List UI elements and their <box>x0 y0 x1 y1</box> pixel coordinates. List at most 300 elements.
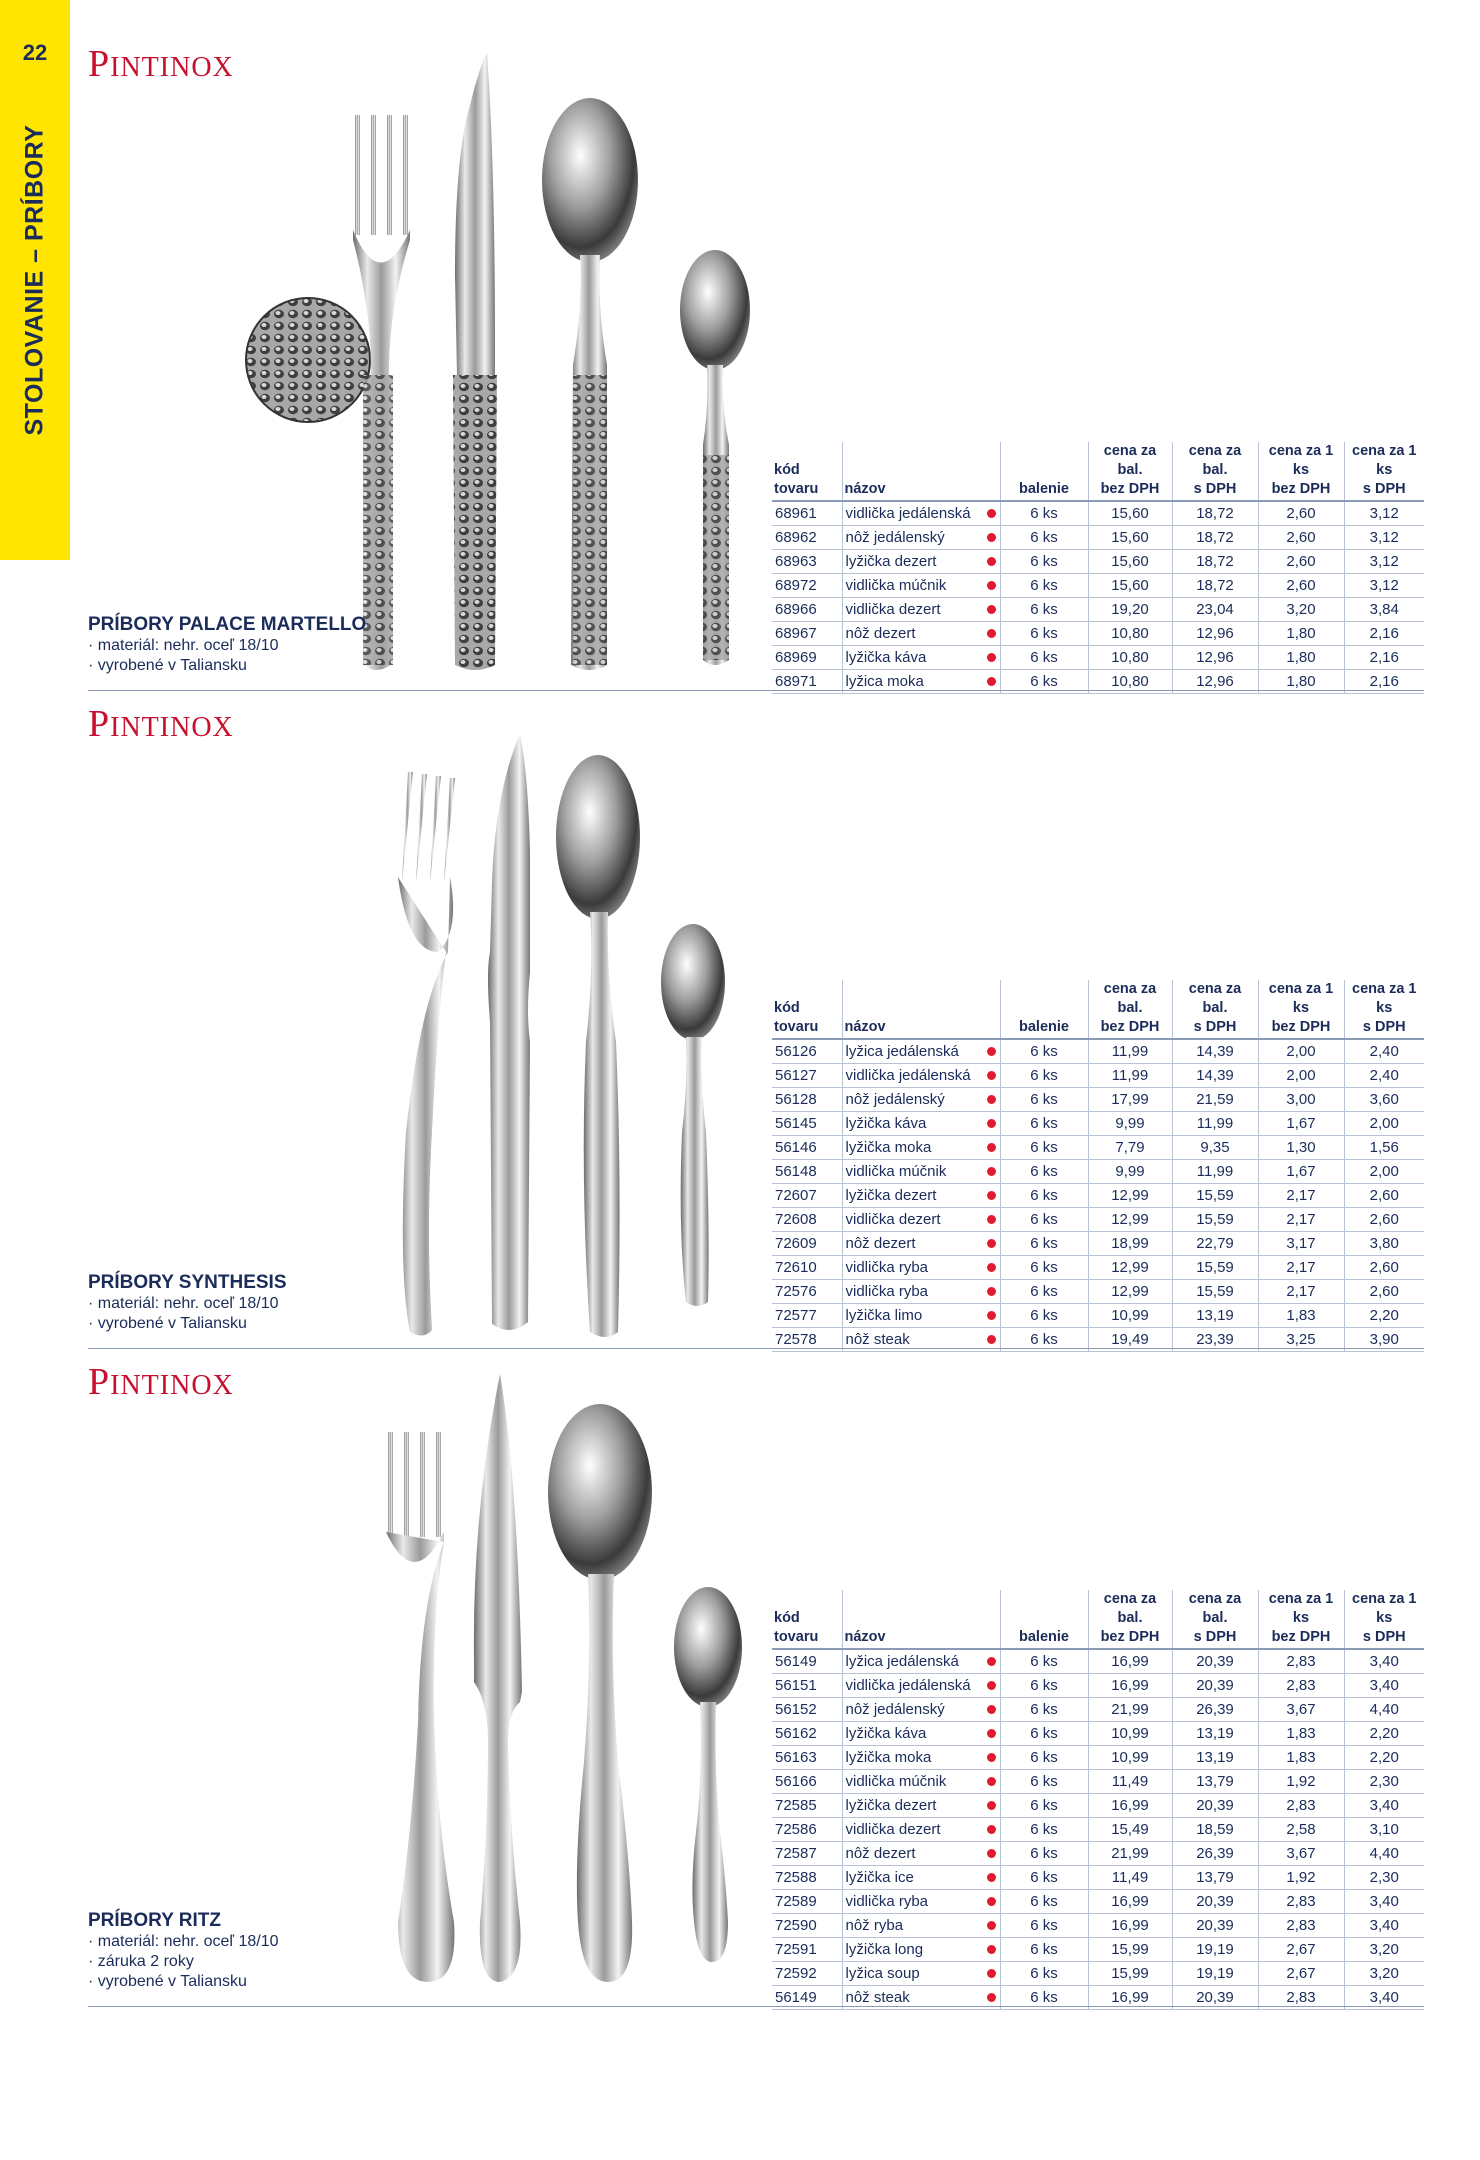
table-row <box>772 1938 1424 1962</box>
item-code: 56166 <box>772 1770 842 1794</box>
item-code: 68963 <box>772 550 842 574</box>
price-pack-net: 15,99 <box>1088 1938 1172 1962</box>
price-unit-net: 1,80 <box>1258 670 1344 694</box>
price-pack-gross: 19,19 <box>1172 1962 1258 1986</box>
price-unit-net: 1,80 <box>1258 622 1344 646</box>
package: 6 ks <box>1000 1064 1088 1088</box>
item-code: 72588 <box>772 1866 842 1890</box>
table-row <box>772 526 1424 550</box>
item-name: lyžička ice <box>842 1866 1000 1890</box>
package: 6 ks <box>1000 1770 1088 1794</box>
price-unit-gross: 2,16 <box>1344 622 1424 646</box>
item-code: 56163 <box>772 1746 842 1770</box>
knife-icon <box>453 53 497 670</box>
item-code: 56146 <box>772 1136 842 1160</box>
price-unit-net: 3,67 <box>1258 1698 1344 1722</box>
table-row <box>772 1232 1424 1256</box>
price-pack-net: 10,99 <box>1088 1304 1172 1328</box>
item-name: vidlička jedálenská <box>842 1674 1000 1698</box>
table-row <box>772 1722 1424 1746</box>
section-divider <box>88 690 1424 691</box>
price-unit-net: 2,67 <box>1258 1938 1344 1962</box>
package: 6 ks <box>1000 550 1088 574</box>
price-pack-gross: 18,72 <box>1172 574 1258 598</box>
price-unit-gross: 2,20 <box>1344 1722 1424 1746</box>
package: 6 ks <box>1000 1818 1088 1842</box>
price-pack-net: 12,99 <box>1088 1256 1172 1280</box>
price-pack-net: 10,99 <box>1088 1722 1172 1746</box>
price-unit-gross: 3,40 <box>1344 1914 1424 1938</box>
price-pack-gross: 20,39 <box>1172 1986 1258 2010</box>
item-code: 56127 <box>772 1064 842 1088</box>
price-unit-net: 1,30 <box>1258 1136 1344 1160</box>
item-name: vidlička ryba <box>842 1256 1000 1280</box>
price-pack-gross: 22,79 <box>1172 1232 1258 1256</box>
item-name: lyžička káva <box>842 646 1000 670</box>
price-pack-gross: 13,79 <box>1172 1866 1258 1890</box>
package: 6 ks <box>1000 1722 1088 1746</box>
table-row <box>772 1208 1424 1232</box>
price-pack-gross: 14,39 <box>1172 1039 1258 1064</box>
table-header: kód tovaru názov balenie cena za bal. bez DPH cena za bal. s DPH cena za 1 ks bez DPH cena za 1 ks s DPH <box>772 442 1424 501</box>
price-unit-net: 1,67 <box>1258 1160 1344 1184</box>
price-unit-gross: 2,20 <box>1344 1746 1424 1770</box>
product-title: PRÍBORY SYNTHESIS <box>88 1272 287 1293</box>
price-pack-net: 15,99 <box>1088 1962 1172 1986</box>
product-title: PRÍBORY PALACE MARTELLO <box>88 614 367 635</box>
price-unit-net: 2,83 <box>1258 1890 1344 1914</box>
package: 6 ks <box>1000 1986 1088 2010</box>
price-pack-gross: 19,19 <box>1172 1938 1258 1962</box>
item-code: 72591 <box>772 1938 842 1962</box>
spoon-icon <box>556 755 640 1337</box>
price-pack-net: 10,80 <box>1088 622 1172 646</box>
price-pack-net: 16,99 <box>1088 1914 1172 1938</box>
product-features: · materiál: nehr. oceľ 18/10 · vyrobené v Taliansku <box>88 1295 279 1332</box>
item-name: vidlička jedálenská <box>842 1064 1000 1088</box>
price-pack-net: 15,49 <box>1088 1818 1172 1842</box>
item-code: 72610 <box>772 1256 842 1280</box>
item-name: nôž jedálenský <box>842 1698 1000 1722</box>
table-header: kód tovaru názov balenie cena za bal. bez DPH cena za bal. s DPH cena za 1 ks bez DPH cena za 1 ks s DPH <box>772 1590 1424 1649</box>
package: 6 ks <box>1000 1914 1088 1938</box>
price-unit-gross: 2,30 <box>1344 1866 1424 1890</box>
item-code: 56162 <box>772 1722 842 1746</box>
item-name: lyžička long <box>842 1938 1000 1962</box>
price-pack-gross: 9,35 <box>1172 1136 1258 1160</box>
item-code: 72607 <box>772 1184 842 1208</box>
table-row <box>772 1794 1424 1818</box>
item-name: lyžička dezert <box>842 1184 1000 1208</box>
package: 6 ks <box>1000 1184 1088 1208</box>
item-code: 68967 <box>772 622 842 646</box>
table-row <box>772 1039 1424 1064</box>
price-unit-gross: 3,40 <box>1344 1674 1424 1698</box>
table-row <box>772 1914 1424 1938</box>
section-divider <box>88 2006 1424 2007</box>
spoon-icon <box>542 98 638 670</box>
item-code: 72576 <box>772 1280 842 1304</box>
table-row <box>772 1890 1424 1914</box>
item-code: 72590 <box>772 1914 842 1938</box>
price-pack-net: 11,99 <box>1088 1039 1172 1064</box>
price-pack-net: 21,99 <box>1088 1842 1172 1866</box>
item-code: 56145 <box>772 1112 842 1136</box>
package: 6 ks <box>1000 622 1088 646</box>
price-pack-net: 9,99 <box>1088 1160 1172 1184</box>
item-name: nôž dezert <box>842 1232 1000 1256</box>
table-row <box>772 622 1424 646</box>
price-unit-gross: 3,12 <box>1344 501 1424 526</box>
price-unit-net: 2,58 <box>1258 1818 1344 1842</box>
price-pack-gross: 15,59 <box>1172 1184 1258 1208</box>
table-row <box>772 1818 1424 1842</box>
price-unit-gross: 2,60 <box>1344 1208 1424 1232</box>
item-name: lyžička káva <box>842 1112 1000 1136</box>
price-unit-net: 2,17 <box>1258 1280 1344 1304</box>
price-unit-net: 2,17 <box>1258 1208 1344 1232</box>
item-code: 68966 <box>772 598 842 622</box>
table-row <box>772 1674 1424 1698</box>
table-row <box>772 646 1424 670</box>
item-name: lyžica moka <box>842 670 1000 694</box>
price-unit-gross: 3,10 <box>1344 1818 1424 1842</box>
item-code: 72589 <box>772 1890 842 1914</box>
price-pack-gross: 26,39 <box>1172 1698 1258 1722</box>
item-name: vidlička ryba <box>842 1280 1000 1304</box>
price-unit-net: 3,00 <box>1258 1088 1344 1112</box>
price-pack-gross: 20,39 <box>1172 1674 1258 1698</box>
package: 6 ks <box>1000 1112 1088 1136</box>
item-name: vidlička múčnik <box>842 1160 1000 1184</box>
package: 6 ks <box>1000 1208 1088 1232</box>
price-unit-net: 2,17 <box>1258 1256 1344 1280</box>
price-pack-gross: 21,59 <box>1172 1088 1258 1112</box>
item-code: 68961 <box>772 501 842 526</box>
price-pack-net: 11,49 <box>1088 1770 1172 1794</box>
price-pack-gross: 23,04 <box>1172 598 1258 622</box>
item-name: vidlička múčnik <box>842 1770 1000 1794</box>
price-unit-gross: 4,40 <box>1344 1698 1424 1722</box>
item-name: lyžička dezert <box>842 1794 1000 1818</box>
small-spoon-icon <box>661 924 725 1306</box>
product-features: · materiál: nehr. oceľ 18/10 · vyrobené v Taliansku <box>88 637 279 674</box>
brand-logo: PINTINOX <box>88 43 234 85</box>
price-pack-net: 15,60 <box>1088 501 1172 526</box>
synthesis-cutlery-image <box>380 712 740 1342</box>
price-pack-gross: 18,72 <box>1172 501 1258 526</box>
price-pack-net: 10,99 <box>1088 1746 1172 1770</box>
item-name: vidlička múčnik <box>842 574 1000 598</box>
item-code: 72585 <box>772 1794 842 1818</box>
price-pack-net: 11,99 <box>1088 1064 1172 1088</box>
price-pack-gross: 12,96 <box>1172 622 1258 646</box>
item-name: nôž jedálenský <box>842 1088 1000 1112</box>
price-pack-gross: 26,39 <box>1172 1842 1258 1866</box>
item-code: 72577 <box>772 1304 842 1328</box>
table-row <box>772 1770 1424 1794</box>
price-pack-gross: 20,39 <box>1172 1649 1258 1674</box>
price-pack-gross: 20,39 <box>1172 1914 1258 1938</box>
package: 6 ks <box>1000 1088 1088 1112</box>
package: 6 ks <box>1000 526 1088 550</box>
package: 6 ks <box>1000 1232 1088 1256</box>
item-name: lyžička moka <box>842 1136 1000 1160</box>
package: 6 ks <box>1000 1746 1088 1770</box>
price-pack-gross: 13,19 <box>1172 1746 1258 1770</box>
package: 6 ks <box>1000 1649 1088 1674</box>
item-code: 56148 <box>772 1160 842 1184</box>
item-name: lyžička moka <box>842 1746 1000 1770</box>
price-pack-net: 9,99 <box>1088 1112 1172 1136</box>
price-pack-net: 19,49 <box>1088 1328 1172 1352</box>
item-code: 56126 <box>772 1039 842 1064</box>
table-row <box>772 1962 1424 1986</box>
price-unit-net: 3,17 <box>1258 1232 1344 1256</box>
item-name: nôž dezert <box>842 1842 1000 1866</box>
table-header: kód tovaru názov balenie cena za bal. bez DPH cena za bal. s DPH cena za 1 ks bez DPH cena za 1 ks s DPH <box>772 980 1424 1039</box>
table-row <box>772 1112 1424 1136</box>
price-pack-gross: 18,72 <box>1172 550 1258 574</box>
price-unit-net: 1,83 <box>1258 1746 1344 1770</box>
price-pack-net: 15,60 <box>1088 574 1172 598</box>
palace-martello-cutlery-image <box>345 45 755 675</box>
price-unit-gross: 3,90 <box>1344 1328 1424 1352</box>
item-code: 56152 <box>772 1698 842 1722</box>
price-unit-net: 1,92 <box>1258 1770 1344 1794</box>
item-code: 72587 <box>772 1842 842 1866</box>
price-unit-gross: 4,40 <box>1344 1842 1424 1866</box>
item-name: lyžička káva <box>842 1722 1000 1746</box>
product-features: · materiál: nehr. oceľ 18/10 · záruka 2 roky · vyrobené v Taliansku <box>88 1933 279 1990</box>
price-unit-net: 2,60 <box>1258 574 1344 598</box>
item-name: lyžička limo <box>842 1304 1000 1328</box>
price-pack-net: 15,60 <box>1088 526 1172 550</box>
price-pack-net: 16,99 <box>1088 1794 1172 1818</box>
price-unit-net: 2,83 <box>1258 1794 1344 1818</box>
item-code: 56149 <box>772 1986 842 2010</box>
item-code: 72608 <box>772 1208 842 1232</box>
item-code: 72578 <box>772 1328 842 1352</box>
item-name: lyžica soup <box>842 1962 1000 1986</box>
price-unit-gross: 3,40 <box>1344 1890 1424 1914</box>
package: 6 ks <box>1000 1136 1088 1160</box>
price-unit-net: 2,83 <box>1258 1674 1344 1698</box>
price-pack-net: 7,79 <box>1088 1136 1172 1160</box>
item-name: lyžička dezert <box>842 550 1000 574</box>
price-pack-net: 12,99 <box>1088 1208 1172 1232</box>
price-pack-gross: 13,19 <box>1172 1304 1258 1328</box>
price-table-palace-martello <box>772 442 1424 694</box>
price-pack-gross: 23,39 <box>1172 1328 1258 1352</box>
item-name: vidlička dezert <box>842 598 1000 622</box>
price-unit-gross: 2,60 <box>1344 1256 1424 1280</box>
price-unit-net: 1,83 <box>1258 1304 1344 1328</box>
package: 6 ks <box>1000 1328 1088 1352</box>
package: 6 ks <box>1000 1866 1088 1890</box>
price-pack-gross: 15,59 <box>1172 1280 1258 1304</box>
price-pack-gross: 12,96 <box>1172 646 1258 670</box>
small-spoon-icon <box>674 1587 742 1962</box>
package: 6 ks <box>1000 1842 1088 1866</box>
price-unit-net: 1,92 <box>1258 1866 1344 1890</box>
price-pack-net: 15,60 <box>1088 550 1172 574</box>
table-row <box>772 501 1424 526</box>
price-unit-net: 1,80 <box>1258 646 1344 670</box>
package: 6 ks <box>1000 1674 1088 1698</box>
price-unit-gross: 2,16 <box>1344 646 1424 670</box>
price-pack-net: 21,99 <box>1088 1698 1172 1722</box>
table-row <box>772 1866 1424 1890</box>
price-unit-net: 1,67 <box>1258 1112 1344 1136</box>
price-unit-net: 2,17 <box>1258 1184 1344 1208</box>
price-table-synthesis <box>772 980 1424 1352</box>
item-code: 56128 <box>772 1088 842 1112</box>
brand-logo: PINTINOX <box>88 703 234 745</box>
item-name: vidlička dezert <box>842 1818 1000 1842</box>
small-spoon-icon <box>680 250 750 665</box>
price-pack-gross: 15,59 <box>1172 1208 1258 1232</box>
price-unit-net: 1,83 <box>1258 1722 1344 1746</box>
price-pack-net: 18,99 <box>1088 1232 1172 1256</box>
package: 6 ks <box>1000 1280 1088 1304</box>
item-name: nôž steak <box>842 1328 1000 1352</box>
table-row <box>772 1064 1424 1088</box>
package: 6 ks <box>1000 1794 1088 1818</box>
price-unit-gross: 3,40 <box>1344 1794 1424 1818</box>
price-unit-gross: 2,00 <box>1344 1112 1424 1136</box>
price-pack-gross: 13,79 <box>1172 1770 1258 1794</box>
knife-icon <box>474 1374 522 1982</box>
price-unit-net: 3,25 <box>1258 1328 1344 1352</box>
package: 6 ks <box>1000 574 1088 598</box>
price-unit-net: 2,83 <box>1258 1649 1344 1674</box>
item-name: nôž steak <box>842 1986 1000 2010</box>
price-unit-net: 2,00 <box>1258 1064 1344 1088</box>
section-divider <box>88 1348 1424 1349</box>
item-name: vidlička dezert <box>842 1208 1000 1232</box>
package: 6 ks <box>1000 1160 1088 1184</box>
table-row <box>772 1256 1424 1280</box>
table-row <box>772 1649 1424 1674</box>
price-pack-gross: 18,72 <box>1172 526 1258 550</box>
price-unit-net: 2,83 <box>1258 1914 1344 1938</box>
item-name: nôž ryba <box>842 1914 1000 1938</box>
table-row <box>772 1842 1424 1866</box>
price-pack-gross: 14,39 <box>1172 1064 1258 1088</box>
price-pack-net: 12,99 <box>1088 1280 1172 1304</box>
knife-icon <box>488 734 530 1330</box>
price-unit-net: 2,00 <box>1258 1039 1344 1064</box>
price-unit-net: 2,83 <box>1258 1986 1344 2010</box>
price-pack-gross: 18,59 <box>1172 1818 1258 1842</box>
item-code: 68962 <box>772 526 842 550</box>
ritz-cutlery-image <box>378 1362 748 1992</box>
item-code: 68971 <box>772 670 842 694</box>
price-unit-net: 2,60 <box>1258 526 1344 550</box>
price-pack-gross: 15,59 <box>1172 1256 1258 1280</box>
price-pack-gross: 12,96 <box>1172 670 1258 694</box>
price-table-ritz <box>772 1590 1424 2010</box>
item-code: 68969 <box>772 646 842 670</box>
item-name: nôž jedálenský <box>842 526 1000 550</box>
price-unit-gross: 2,00 <box>1344 1160 1424 1184</box>
price-unit-gross: 3,40 <box>1344 1986 1424 2010</box>
price-pack-net: 16,99 <box>1088 1649 1172 1674</box>
price-unit-gross: 3,84 <box>1344 598 1424 622</box>
product-title: PRÍBORY RITZ <box>88 1910 222 1931</box>
price-unit-net: 2,67 <box>1258 1962 1344 1986</box>
table-row <box>772 1698 1424 1722</box>
package: 6 ks <box>1000 1962 1088 1986</box>
package: 6 ks <box>1000 1938 1088 1962</box>
fork-icon <box>398 772 455 1336</box>
page-number: 22 <box>22 40 48 65</box>
package: 6 ks <box>1000 1304 1088 1328</box>
price-unit-gross: 2,16 <box>1344 670 1424 694</box>
price-pack-net: 10,80 <box>1088 670 1172 694</box>
price-unit-net: 2,60 <box>1258 550 1344 574</box>
table-row <box>772 574 1424 598</box>
item-name: vidlička jedálenská <box>842 501 1000 526</box>
price-unit-gross: 2,60 <box>1344 1184 1424 1208</box>
package: 6 ks <box>1000 1256 1088 1280</box>
table-row <box>772 550 1424 574</box>
item-code: 68972 <box>772 574 842 598</box>
price-pack-net: 19,20 <box>1088 598 1172 622</box>
price-pack-net: 11,49 <box>1088 1866 1172 1890</box>
fork-icon <box>353 115 410 670</box>
price-pack-gross: 13,19 <box>1172 1722 1258 1746</box>
item-name: lyžica jedálenská <box>842 1039 1000 1064</box>
price-pack-gross: 20,39 <box>1172 1794 1258 1818</box>
section-title: STOLOVANIE – PRÍBORY <box>20 124 49 436</box>
price-pack-gross: 11,99 <box>1172 1160 1258 1184</box>
price-unit-gross: 3,12 <box>1344 574 1424 598</box>
table-row <box>772 1184 1424 1208</box>
price-pack-net: 16,99 <box>1088 1890 1172 1914</box>
package: 6 ks <box>1000 501 1088 526</box>
table-row <box>772 1746 1424 1770</box>
spoon-icon <box>548 1404 652 1982</box>
price-unit-gross: 2,40 <box>1344 1064 1424 1088</box>
price-pack-net: 12,99 <box>1088 1184 1172 1208</box>
price-unit-gross: 2,60 <box>1344 1280 1424 1304</box>
item-code: 56151 <box>772 1674 842 1698</box>
item-code: 72586 <box>772 1818 842 1842</box>
package: 6 ks <box>1000 1698 1088 1722</box>
price-pack-net: 10,80 <box>1088 646 1172 670</box>
price-unit-net: 3,20 <box>1258 598 1344 622</box>
price-unit-gross: 2,20 <box>1344 1304 1424 1328</box>
fork-icon <box>386 1432 454 1982</box>
table-row <box>772 1088 1424 1112</box>
table-row <box>772 1136 1424 1160</box>
price-unit-gross: 3,20 <box>1344 1938 1424 1962</box>
brand-logo: PINTINOX <box>88 1361 234 1403</box>
price-unit-gross: 3,12 <box>1344 550 1424 574</box>
table-row <box>772 1304 1424 1328</box>
item-code: 72609 <box>772 1232 842 1256</box>
price-pack-net: 16,99 <box>1088 1986 1172 2010</box>
price-pack-gross: 20,39 <box>1172 1890 1258 1914</box>
item-name: nôž dezert <box>842 622 1000 646</box>
price-unit-gross: 3,12 <box>1344 526 1424 550</box>
price-unit-net: 2,60 <box>1258 501 1344 526</box>
package: 6 ks <box>1000 670 1088 694</box>
item-code: 72592 <box>772 1962 842 1986</box>
price-pack-gross: 11,99 <box>1172 1112 1258 1136</box>
